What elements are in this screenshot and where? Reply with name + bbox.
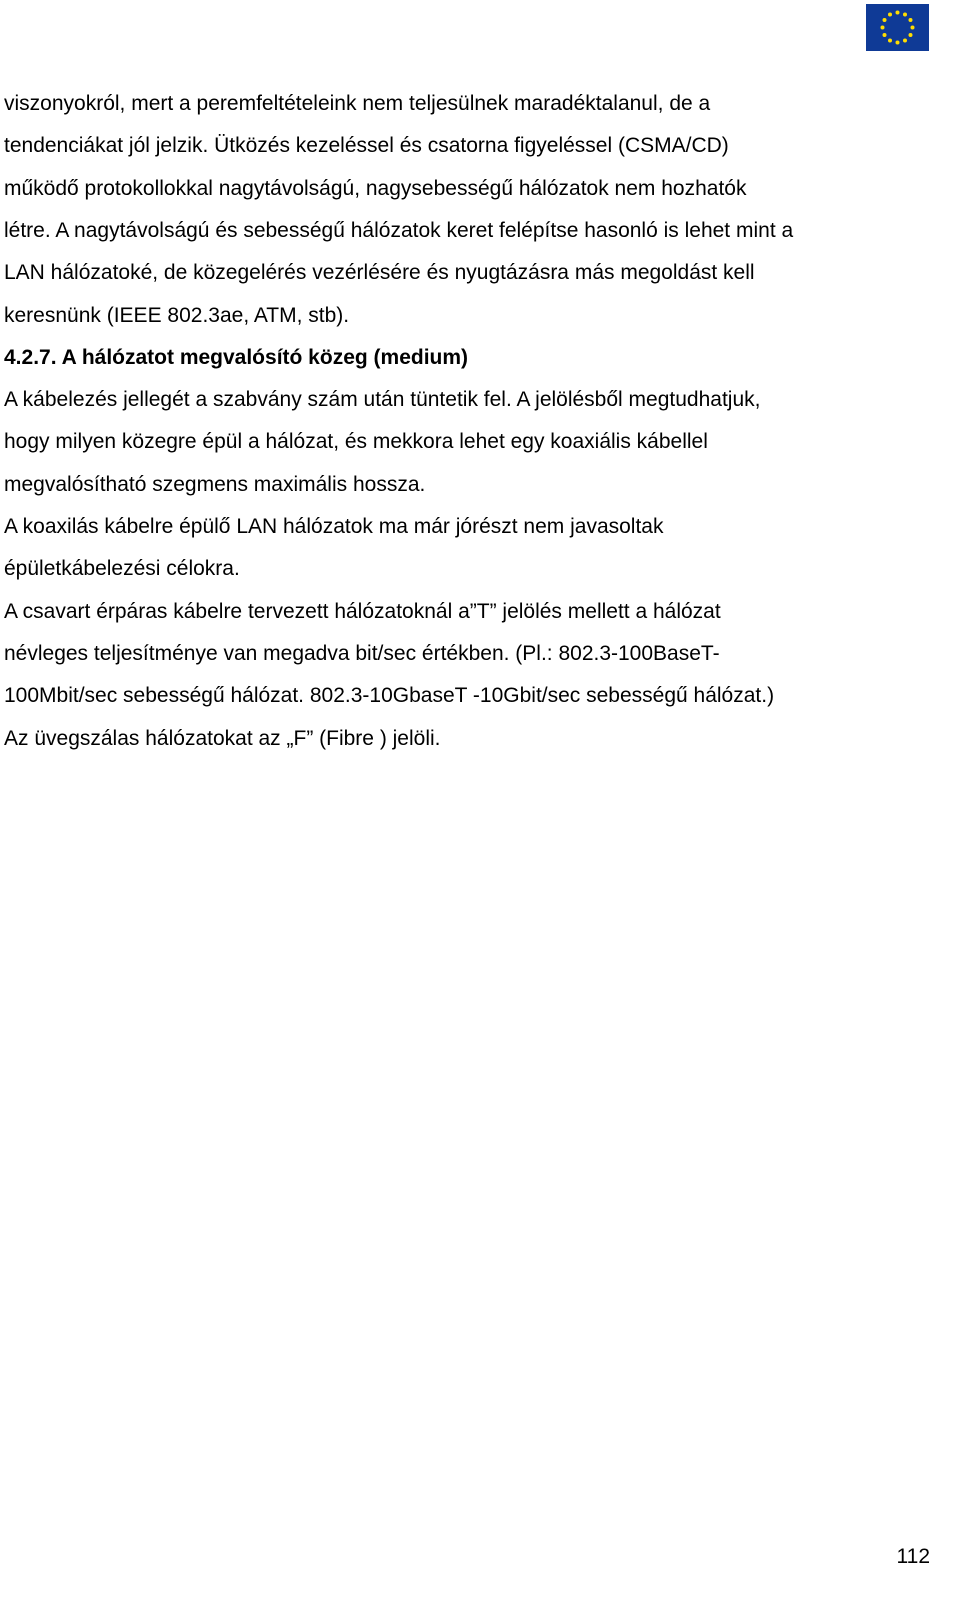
text-line: viszonyokról, mert a peremfeltételeink nem teljesülnek maradéktalanul, de a (4, 92, 711, 115)
star-icon (883, 18, 887, 22)
text-line: 100Mbit/sec sebességű hálózat. 802.3-10GbaseT -10Gbit/sec sebességű hálózat.) (4, 684, 775, 708)
star-icon (908, 33, 912, 37)
text-line: épületkábelezési célokra. (4, 557, 240, 581)
text-line: LAN hálózatoké, de közegelérés vezérlésére és nyugtázásra más megoldást kell (4, 261, 755, 285)
star-icon (881, 26, 885, 30)
text-line: A kábelezés jellegét a szabvány szám után tüntetik fel. A jelölésből megtudhatjuk, (4, 388, 761, 412)
text-line: Az üvegszálas hálózatokat az „F” (Fibre ) jelöli. (4, 726, 441, 750)
star-icon (911, 26, 915, 30)
text-line: A csavart érpáras kábelre tervezett hálózatoknál a”T” jelölés mellett a hálózat (4, 599, 721, 623)
star-icon (883, 33, 887, 37)
text-line: A koaxilás kábelre épülő LAN hálózatok ma már jórészt nem javasoltak (4, 515, 664, 538)
star-icon (896, 11, 900, 15)
star-icon (908, 18, 912, 22)
star-icon (888, 38, 892, 42)
text-line: működő protokollokkal nagytávolságú, nagysebességű hálózatok nem hozhatók (4, 176, 747, 200)
star-icon (896, 41, 900, 45)
page-number: 112 (896, 1545, 930, 1568)
text-line: névleges teljesítménye van megadva bit/sec értékben. (Pl.: 802.3-100BaseT- (4, 641, 720, 665)
star-icon (888, 13, 892, 17)
text-line: megvalósítható szegmens maximális hossza. (4, 472, 426, 496)
text-line: hogy milyen közegre épül a hálózat, és mekkora lehet egy koaxiális kábellel (4, 430, 708, 454)
eu-stars-icon (866, 4, 929, 51)
star-icon (903, 13, 907, 17)
eu-flag-logo (866, 4, 929, 51)
text-line: tendenciákat jól jelzik. Ütközés kezeléssel és csatorna figyeléssel (CSMA/CD) (4, 134, 729, 158)
section-heading: 4.2.7. A hálózatot megvalósító közeg (medium) (4, 345, 469, 369)
star-icon (903, 38, 907, 42)
text-line: keresnünk (IEEE 802.3ae, ATM, stb). (4, 303, 350, 327)
text-line: létre. A nagytávolságú és sebességű hálózatok keret felépítse hasonló is lehet mint a (4, 218, 794, 242)
